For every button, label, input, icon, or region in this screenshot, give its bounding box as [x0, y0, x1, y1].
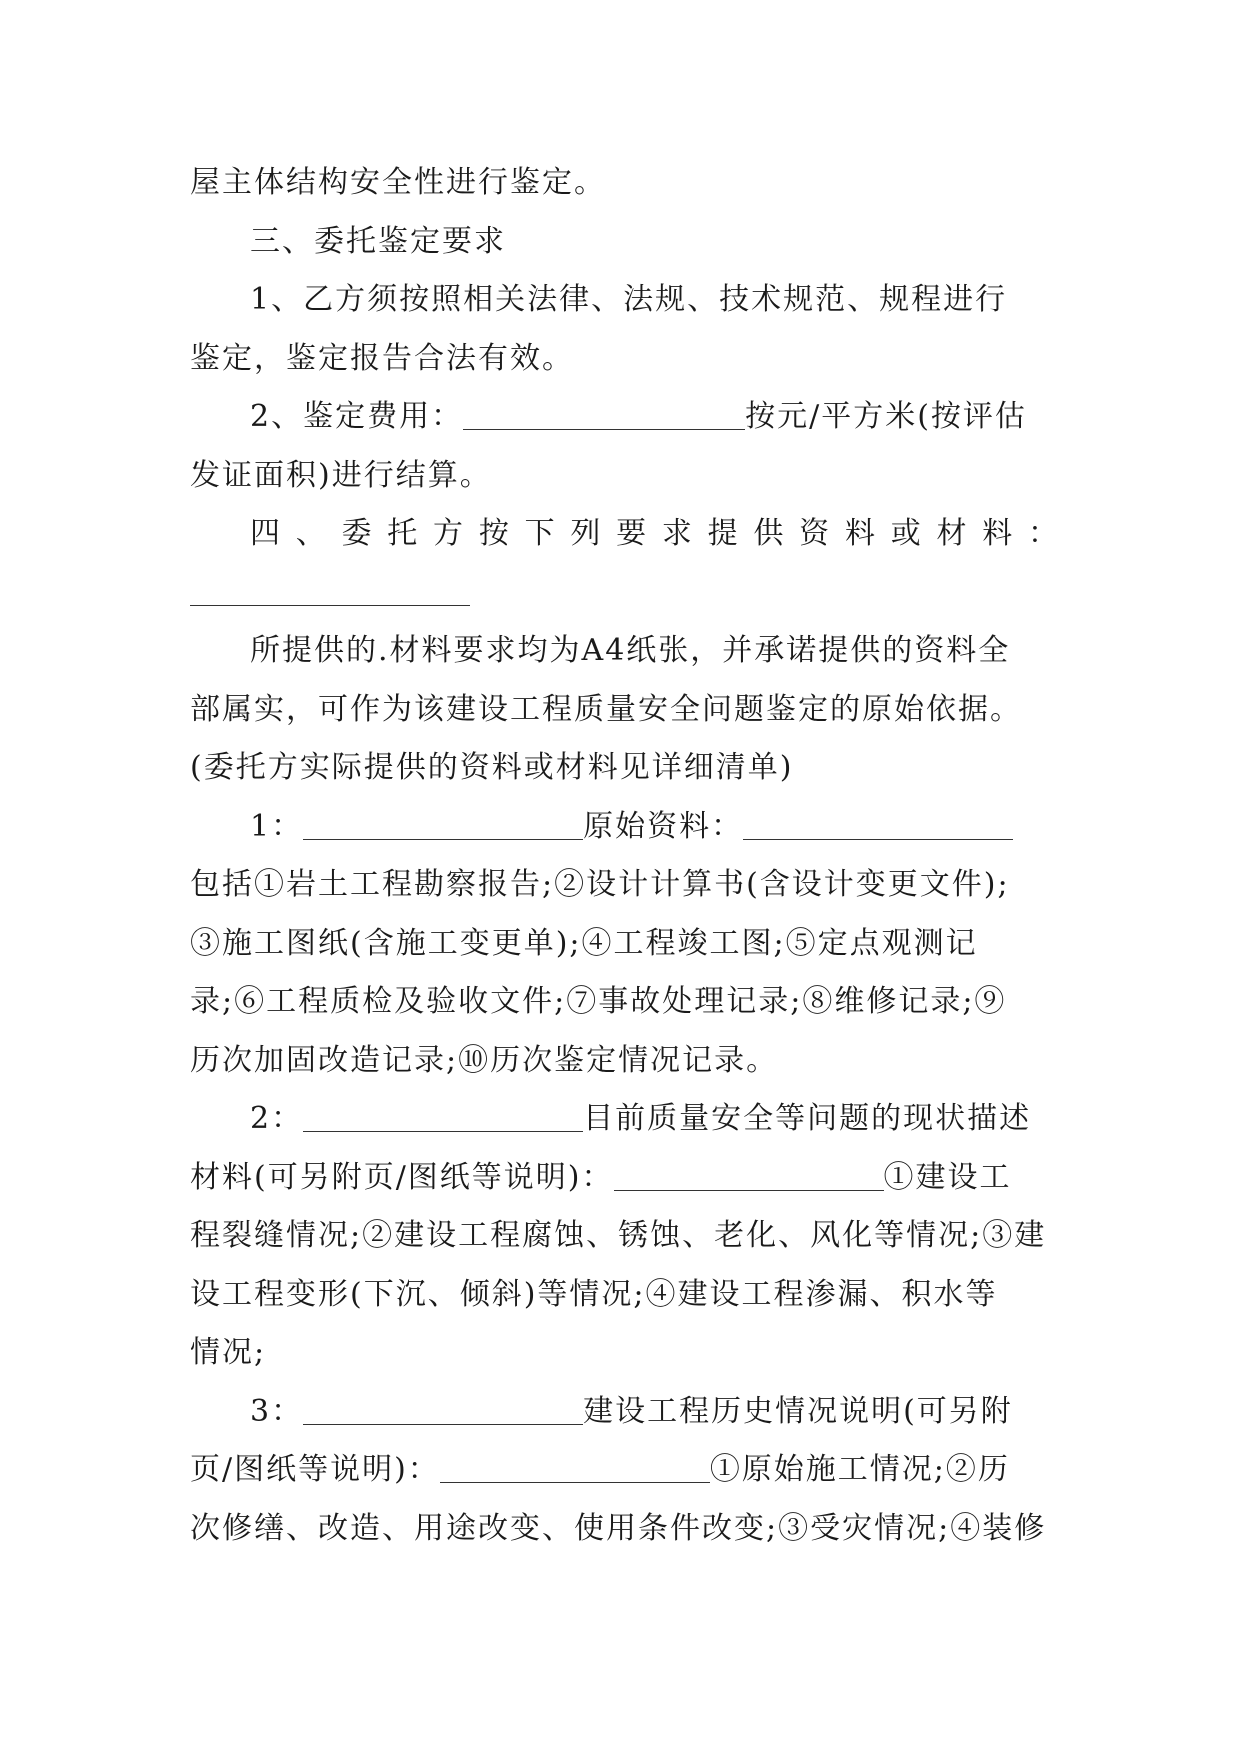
section-heading-3: 三、委托鉴定要求: [250, 223, 506, 259]
item-2-line: [190, 1090, 1060, 1149]
text-line: ③施工图纸(含施工变更单);④工程竣工图;⑤定点观测记: [190, 925, 978, 961]
text-line: 部属实，可作为该建设工程质量安全问题鉴定的原始依据。: [190, 691, 1022, 727]
section-heading-4: 四、委托方按下列要求提供资料或材料：: [250, 516, 1060, 551]
item-1-number: 1：: [250, 808, 304, 844]
text-line: 历次加固改造记录;⑩历次鉴定情况记录。: [190, 1042, 779, 1078]
text-line: 次修缮、改造、用途改变、使用条件改变;③受灾情况;④装修: [190, 1510, 1047, 1546]
item-3-line: [190, 1383, 1060, 1442]
item-1-blank-b[interactable]: [743, 809, 1013, 840]
fee-blank[interactable]: [463, 399, 745, 430]
item-2-materials-line: [190, 1149, 1060, 1208]
item-2-blank-b[interactable]: [614, 1160, 884, 1191]
item-1-label: 原始资料：: [583, 808, 744, 844]
text-line: 1、乙方须按照相关法律、法规、技术规范、规程进行: [250, 282, 1008, 317]
text-line: 程裂缝情况;②建设工程腐蚀、锈蚀、老化、风化等情况;③建: [190, 1218, 1047, 1253]
text-line: 鉴定，鉴定报告合法有效。: [190, 340, 574, 376]
item-3-detail-label: 页/图纸等说明)：: [190, 1452, 440, 1487]
item-2-materials-label: 材料(可另附页/图纸等说明)：: [190, 1159, 614, 1195]
item-2-number: 2：: [250, 1101, 304, 1136]
item-2-first-entry: ①建设工: [883, 1159, 1012, 1195]
text-line: 发证面积)进行结算。: [190, 457, 492, 493]
text-line: 包括①岩土工程勘察报告;②设计计算书(含设计变更文件);: [190, 867, 1010, 902]
document-body: [190, 154, 1060, 1558]
text-line: 录;⑥工程质检及验收文件;⑦事故处理记录;⑧维修记录;⑨: [190, 984, 1007, 1019]
materials-blank-line: [190, 564, 1060, 623]
item-3-blank-a[interactable]: [303, 1394, 583, 1425]
text-line: 所提供的.材料要求均为A4纸张，并承诺提供的资料全: [250, 633, 1011, 668]
item-2-label: 目前质量安全等问题的现状描述: [583, 1101, 1032, 1136]
fee-label: 2、鉴定费用：: [250, 399, 464, 434]
materials-blank[interactable]: [190, 575, 470, 606]
item-3-number: 3：: [250, 1393, 304, 1429]
item-3-label: 建设工程历史情况说明(可另附: [583, 1393, 1013, 1429]
text-line: 设工程变形(下沉、倾斜)等情况;④建设工程渗漏、积水等: [190, 1276, 998, 1312]
item-3-detail-line: [190, 1441, 1060, 1500]
item-2-blank-a[interactable]: [303, 1101, 583, 1132]
text-line: 屋主体结构安全性进行鉴定。: [190, 165, 606, 200]
item-1-line: [190, 798, 1060, 857]
item-3-blank-b[interactable]: [440, 1452, 710, 1483]
text-line: (委托方实际提供的资料或材料见详细清单): [190, 750, 794, 785]
item-3-first-entry: ①原始施工情况;②历: [709, 1452, 1010, 1487]
fee-line: [190, 388, 1060, 447]
fee-unit: 按元/平方米(按评估: [745, 399, 1027, 434]
text-line: 情况;: [190, 1335, 267, 1370]
item-1-blank-a[interactable]: [303, 809, 583, 840]
